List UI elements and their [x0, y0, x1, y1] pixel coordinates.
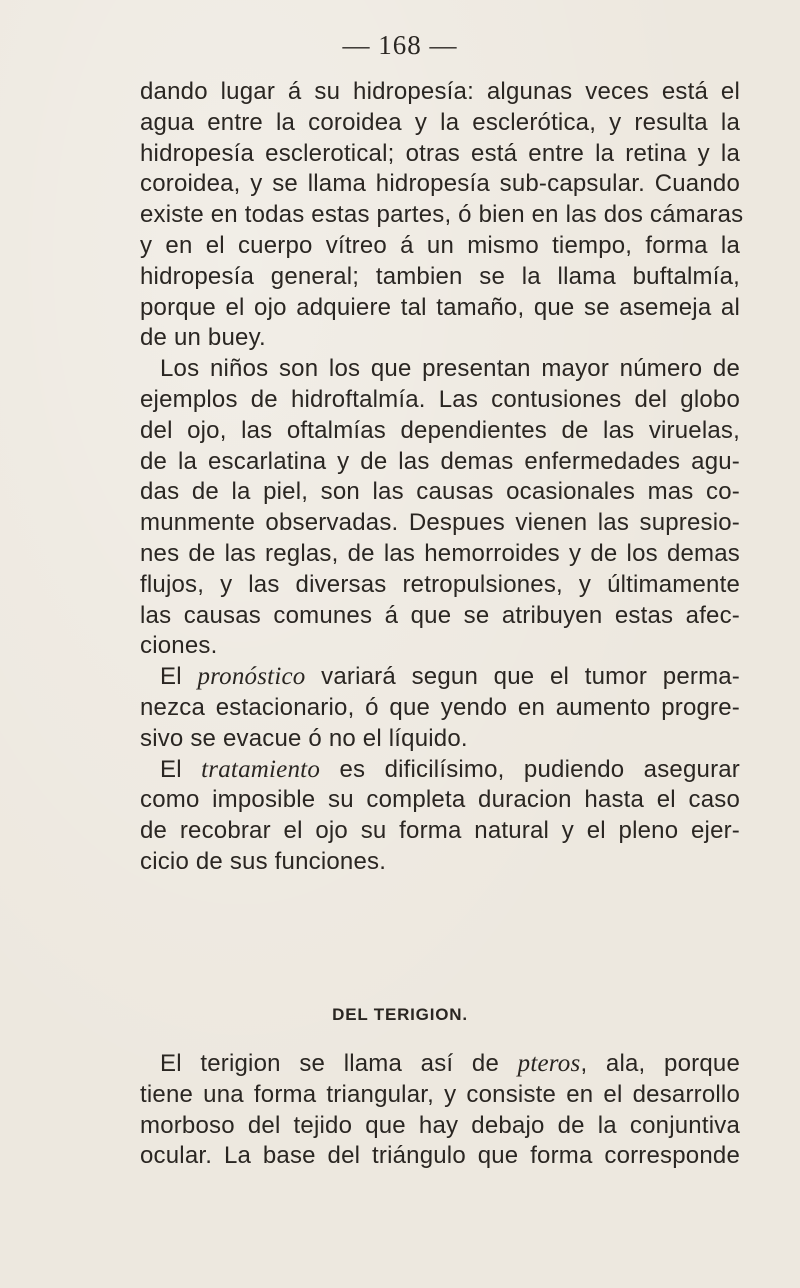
text-line: flujos, y las diversas retropulsiones, y últimamente: [140, 570, 740, 598]
tratamiento-pre: El: [160, 755, 182, 783]
pronostico-line: [140, 662, 740, 693]
text-line: del ojo, las oftalmías dependientes de las viruelas,: [140, 416, 740, 444]
body-text-terigion: [140, 1048, 740, 1171]
text-line: munmente observadas. Despues vienen las supresio-: [140, 509, 740, 537]
text-line: morboso del tejido que hay debajo de la conjuntiva: [140, 1111, 740, 1139]
text-line: cicio de sus funciones.: [140, 847, 387, 875]
text-line: porque el ojo adquiere tal tamaño, que se asemeja al: [140, 293, 740, 321]
text-line: tiene una forma triangular, y consiste en el desarrollo: [140, 1080, 740, 1108]
tratamiento-term: tratamiento: [201, 755, 321, 783]
pronostico-term: pronóstico: [197, 663, 306, 691]
text-line: das de la piel, son las causas ocasionales mas co-: [140, 478, 740, 506]
text-line: nes de las reglas, de las hemorroides y de los demas: [140, 539, 740, 567]
terigion-term: pteros: [517, 1050, 581, 1077]
pronostico-post: variará segun que el tumor perma-: [321, 663, 740, 691]
text-line: dando lugar á su hidropesía: algunas veces está el: [140, 78, 740, 105]
text-line: como imposible su completa duracion hasta el caso: [140, 786, 740, 814]
text-line: y en el cuerpo vítreo á un mismo tiempo, forma la: [140, 231, 740, 259]
tratamiento-line: [140, 755, 740, 786]
pronostico-pre: El: [160, 663, 182, 691]
text-line: ocular. La base del triángulo que forma corresponde: [140, 1142, 740, 1170]
terigion-post: , ala, porque: [580, 1050, 740, 1077]
terigion-line: [140, 1048, 740, 1079]
text-line: Los niños son los que presentan mayor número de: [160, 355, 740, 383]
text-line: las causas comunes á que se atribuyen estas afec-: [140, 601, 740, 629]
terigion-pre: El terigion se llama así de: [160, 1050, 500, 1077]
text-line: de un buey.: [140, 324, 266, 352]
text-line: de recobrar el ojo su forma natural y el pleno ejer-: [140, 817, 740, 845]
text-line: ciones.: [140, 632, 218, 660]
text-line: hidropesía general; tambien se la llama buftalmía,: [140, 262, 740, 290]
text-line: hidropesía esclerotical; otras está entre la retina y la: [140, 139, 740, 167]
body-text-main: [140, 77, 744, 878]
text-line: existe en todas estas partes, ó bien en las dos cámaras: [140, 201, 744, 229]
text-line: agua entre la coroidea y la esclerótica, y resulta la: [140, 108, 740, 136]
text-line: coroidea, y se llama hidropesía sub-capsular. Cuando: [140, 170, 740, 198]
text-line: de la escarlatina y de las demas enfermedades agu-: [140, 447, 740, 475]
text-line: ejemplos de hidroftalmía. Las contusiones del globo: [140, 385, 740, 413]
page-number-header: — 168 —: [342, 30, 458, 60]
section-title: DEL TERIGION.: [332, 1005, 468, 1024]
text-line: sivo se evacue ó no el líquido.: [140, 724, 468, 752]
tratamiento-post: es dificilísimo, pudiendo asegurar: [339, 755, 741, 783]
text-line: nezca estacionario, ó que yendo en aumento progre-: [140, 693, 740, 721]
